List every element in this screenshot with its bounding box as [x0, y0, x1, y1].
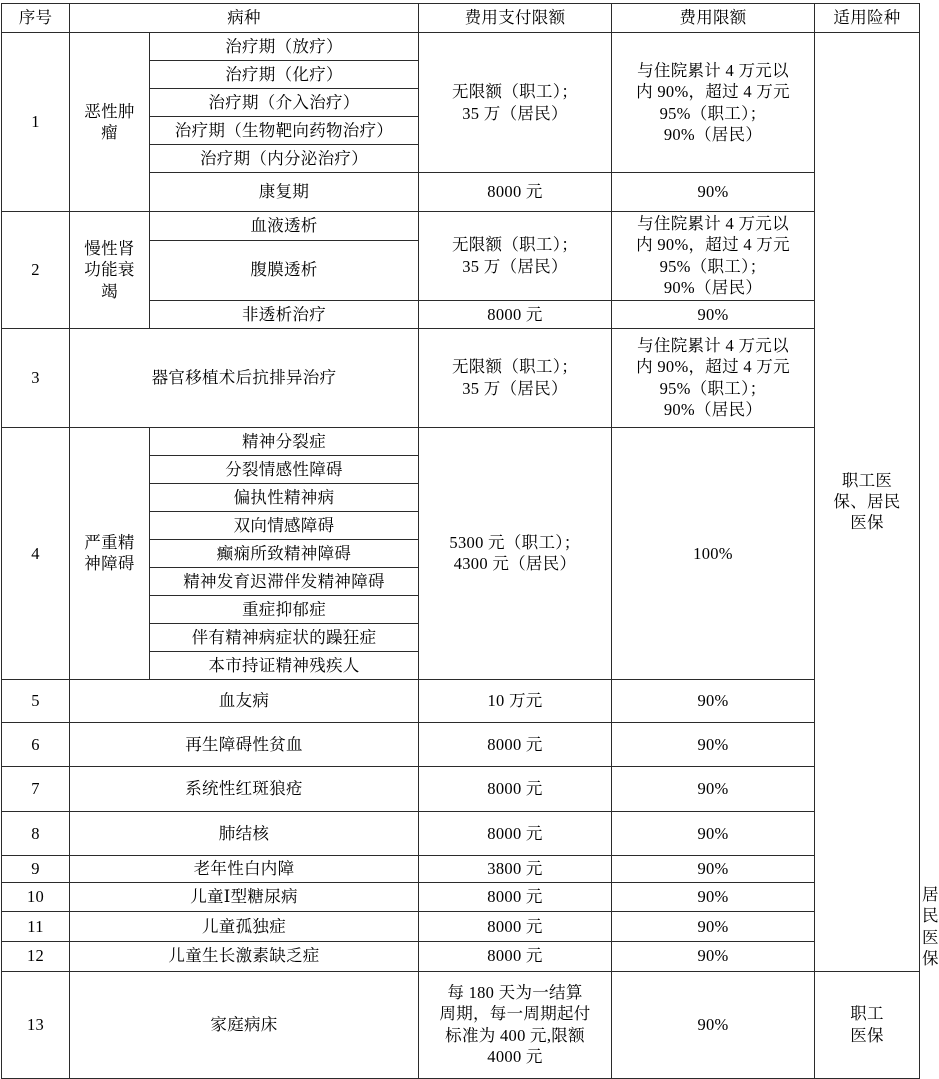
cell-disease-subtype: 双向情感障碍 [150, 511, 419, 539]
insurance-line: 职工医 [841, 470, 893, 490]
cell-expense-limit: 90% [612, 300, 815, 328]
cell-disease-subtype: 治疗期（化疗） [150, 61, 419, 89]
cell-disease-name: 再生障碍性贫血 [70, 722, 419, 766]
cell-expense-limit: 90% [612, 173, 815, 212]
cell-disease-subtype: 非透析治疗 [150, 300, 419, 328]
header-disease-type: 病种 [70, 4, 419, 33]
cell-expense-limit: 90% [612, 971, 815, 1078]
header-applicable-insurance: 适用险种 [815, 4, 920, 33]
group-line: 慢性肾 [84, 238, 135, 258]
cell-disease-group [70, 33, 150, 212]
cell-disease-group [70, 427, 150, 679]
cell-serial-number: 11 [2, 912, 70, 942]
cell-disease-subtype: 精神发育迟滞伴发精神障碍 [150, 567, 419, 595]
cell-disease-name: 儿童Ⅰ型糖尿病 [70, 882, 419, 912]
cell-serial-number: 8 [2, 811, 70, 855]
cell-disease-subtype: 治疗期（生物靶向药物治疗） [150, 117, 419, 145]
limit-line: 90%（居民） [663, 124, 763, 144]
insurance-line: 医保 [850, 513, 884, 533]
table-row [2, 328, 920, 427]
group-line: 竭 [101, 281, 118, 301]
limit-line: 90%（居民） [663, 278, 763, 298]
cell-disease-subtype: 血液透析 [150, 212, 419, 241]
cell-expense-limit: 100% [612, 427, 815, 679]
cell-disease-subtype: 伴有精神病症状的躁狂症 [150, 623, 419, 651]
cell-expense-limit [612, 328, 815, 427]
group-line: 神障碍 [84, 554, 135, 574]
cell-disease-subtype: 重症抑郁症 [150, 595, 419, 623]
insurance-line: 医保 [850, 1025, 884, 1045]
limit-line: 95%（职工）； [659, 256, 767, 276]
cell-payment-limit: 8000 元 [419, 722, 612, 766]
table-row [2, 912, 920, 942]
pay-line: 无限额（职工）； [451, 357, 579, 377]
pay-line: 标准为 400 元,限额 [445, 1025, 585, 1045]
limit-line: 内 90%，超过 4 万元 [636, 82, 790, 102]
table-row [2, 941, 920, 971]
cell-disease-subtype: 治疗期（介入治疗） [150, 89, 419, 117]
cell-payment-limit: 8000 元 [419, 811, 612, 855]
table-row [2, 855, 920, 882]
limit-line: 与住院累计 4 万元以 [637, 60, 789, 80]
header-expense-limit: 费用限额 [612, 4, 815, 33]
pay-line: 35 万（居民） [462, 103, 568, 123]
cell-payment-limit [419, 33, 612, 173]
cell-serial-number: 6 [2, 722, 70, 766]
table-row [2, 33, 920, 61]
limit-line: 与住院累计 4 万元以 [637, 335, 789, 355]
cell-disease-subtype: 分裂情感性障碍 [150, 455, 419, 483]
cell-serial-number: 2 [2, 212, 70, 329]
cell-expense-limit: 90% [612, 766, 815, 811]
cell-disease-subtype: 治疗期（内分泌治疗） [150, 145, 419, 173]
table-row: 10 儿童Ⅰ型糖尿病 8000 元 90% 居民 医保 [2, 882, 920, 912]
cell-applicable-insurance [815, 971, 920, 1078]
cell-payment-limit: 8000 元 [419, 766, 612, 811]
header-serial-number: 序号 [2, 4, 70, 33]
cell-expense-limit: 90% [612, 679, 815, 722]
cell-expense-limit: 90% [612, 912, 815, 942]
cell-expense-limit: 90% [612, 882, 815, 912]
insurance-line: 职工 [850, 1004, 884, 1024]
cell-expense-limit: 90% [612, 811, 815, 855]
cell-disease-subtype: 癫痫所致精神障碍 [150, 539, 419, 567]
cell-expense-limit [612, 212, 815, 301]
header-payment-limit: 费用支付限额 [419, 4, 612, 33]
cell-expense-limit: 90% [612, 722, 815, 766]
pay-line: 4000 元 [487, 1046, 543, 1066]
limit-line: 内 90%，超过 4 万元 [636, 235, 790, 255]
cell-serial-number: 3 [2, 328, 70, 427]
table-row [2, 212, 920, 241]
pay-line: 每 180 天为一结算 [447, 982, 583, 1002]
cell-payment-limit: 3800 元 [419, 855, 612, 882]
group-line: 恶性肿 [84, 101, 135, 121]
limit-line: 内 90%，超过 4 万元 [636, 357, 790, 377]
cell-disease-subtype: 腹膜透析 [150, 240, 419, 300]
table-row [2, 811, 920, 855]
pay-line: 无限额（职工）； [451, 82, 579, 102]
cell-serial-number: 10 [2, 882, 70, 912]
group-line: 瘤 [101, 123, 118, 142]
cell-serial-number: 9 [2, 855, 70, 882]
cell-applicable-insurance [815, 33, 920, 972]
pay-line: 无限额（职工）； [451, 235, 579, 255]
pay-line: 5300 元（职工）； [449, 532, 581, 552]
cell-disease-subtype: 精神分裂症 [150, 427, 419, 455]
table-row [2, 722, 920, 766]
cell-disease-subtype: 治疗期（放疗） [150, 33, 419, 61]
table-row [2, 679, 920, 722]
cell-disease-subtype: 偏执性精神病 [150, 483, 419, 511]
cell-disease-name: 儿童生长激素缺乏症 [70, 941, 419, 971]
group-line: 严重精 [84, 532, 135, 552]
cell-disease-name: 肺结核 [70, 811, 419, 855]
cell-serial-number: 4 [2, 427, 70, 679]
cell-serial-number: 1 [2, 33, 70, 212]
cell-payment-limit [419, 427, 612, 679]
cell-disease-subtype: 康复期 [150, 173, 419, 212]
insurance-line: 保、居民 [833, 492, 901, 512]
table-row [2, 766, 920, 811]
cell-disease-group [70, 212, 150, 329]
pay-line: 35 万（居民） [462, 256, 568, 276]
cell-payment-limit: 8000 元 [419, 300, 612, 328]
cell-serial-number: 5 [2, 679, 70, 722]
cell-payment-limit: 8000 元 [419, 941, 612, 971]
table-row [2, 427, 920, 455]
cell-payment-limit [419, 328, 612, 427]
cell-payment-limit: 10 万元 [419, 679, 612, 722]
limit-line: 与住院累计 4 万元以 [637, 214, 789, 233]
cell-expense-limit: 90% [612, 855, 815, 882]
table-row [2, 971, 920, 1078]
pay-line: 4300 元（居民） [453, 554, 577, 574]
cell-payment-limit: 8000 元 [419, 912, 612, 942]
limit-line: 90%（居民） [663, 400, 763, 420]
cell-disease-name: 血友病 [70, 679, 419, 722]
cell-payment-limit: 8000 元 [419, 173, 612, 212]
cell-payment-limit [419, 212, 612, 301]
cell-serial-number: 13 [2, 971, 70, 1078]
cell-disease-name: 系统性红斑狼疮 [70, 766, 419, 811]
limit-line: 95%（职工）； [659, 378, 767, 398]
pay-line: 35 万（居民） [462, 378, 568, 398]
cell-disease-name: 儿童孤独症 [70, 912, 419, 942]
cell-disease-subtype: 本市持证精神残疾人 [150, 651, 419, 679]
cell-disease-name: 老年性白内障 [70, 855, 419, 882]
cell-payment-limit [419, 971, 612, 1078]
disease-coverage-table [1, 3, 939, 1079]
group-line: 功能衰 [84, 260, 135, 280]
cell-expense-limit [612, 33, 815, 173]
cell-serial-number: 12 [2, 941, 70, 971]
cell-serial-number: 7 [2, 766, 70, 811]
cell-disease-name: 器官移植术后抗排异治疗 [70, 328, 419, 427]
pay-line: 周期，每一周期起付 [439, 1004, 591, 1024]
table-header-row [2, 4, 920, 33]
cell-expense-limit: 90% [612, 941, 815, 971]
cell-payment-limit: 8000 元 [419, 882, 612, 912]
limit-line: 95%（职工）； [659, 103, 767, 123]
cell-disease-name: 家庭病床 [70, 971, 419, 1078]
